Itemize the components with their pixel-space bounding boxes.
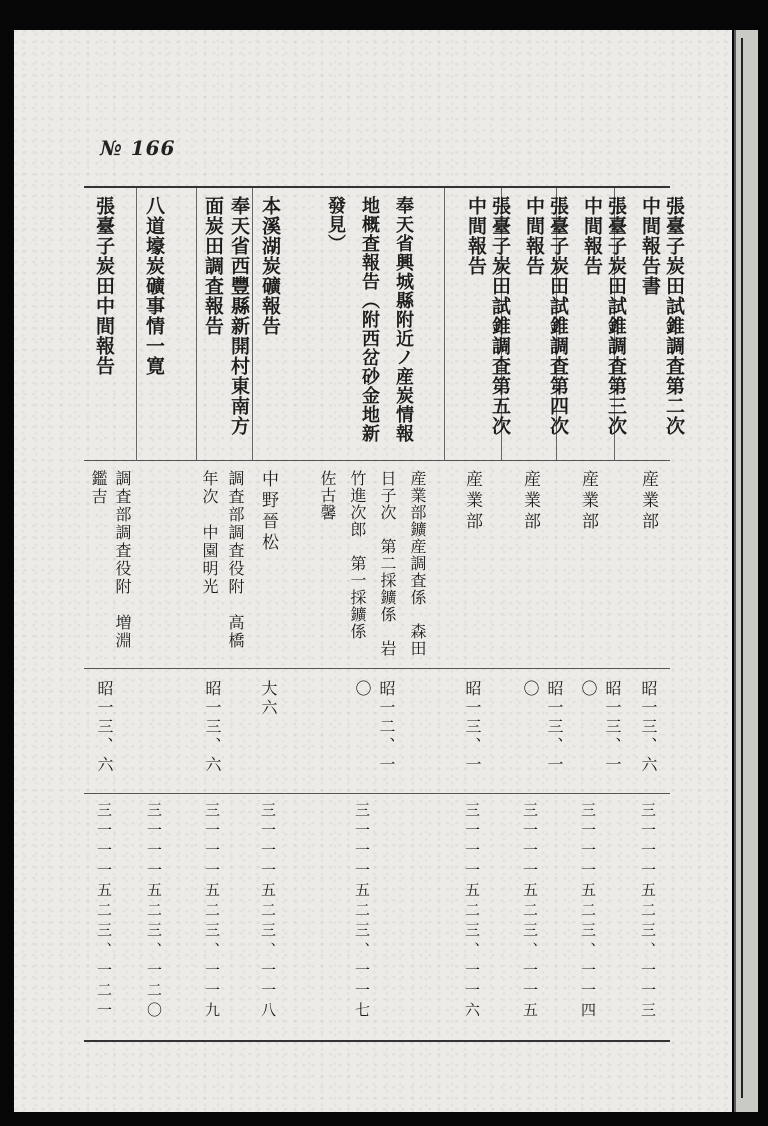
- row-organization: 産業部: [462, 470, 482, 533]
- row-organization: 産業部: [638, 470, 658, 533]
- table-divider-title: [84, 460, 670, 461]
- row-title: 張臺子炭田試錐調査第五次中間報告: [465, 196, 511, 436]
- spine-edge-line: [741, 38, 743, 1098]
- table-divider-org: [84, 668, 670, 669]
- row-date: 大六: [259, 680, 278, 718]
- row-code: 三一一一五二三、一一九: [203, 802, 221, 1022]
- row-date: 昭一三、六: [203, 680, 222, 775]
- row-date: 昭一三、一〇: [579, 680, 622, 775]
- book-spine: [734, 30, 758, 1112]
- table-divider-date: [84, 793, 670, 794]
- row-code: 三一一一五二三、一一六: [463, 802, 481, 1022]
- row-code: 三一一一五二三、一二〇: [145, 802, 163, 1022]
- row-title: 奉天省興城縣附近ノ産炭情報地概査報告（附西岔砂金地新發見）: [325, 196, 414, 443]
- row-title: 八道壕炭礦事情一寛: [143, 196, 165, 376]
- row-title: 張臺子炭田中間報告: [93, 196, 115, 376]
- column-divider: [196, 188, 197, 460]
- row-title: 張臺子炭田試錐調査第四次中間報告: [523, 196, 569, 436]
- row-title: 奉天省西豐縣新開村東南方面炭田調査報告: [202, 196, 250, 436]
- row-organization: 調査部調査役附 増淵鑑吉: [89, 470, 132, 650]
- row-organization: 産業部鑛産調査係 森田日子次 第二採鑛係 岩竹進次郎 第一採鑛係 佐古馨: [318, 470, 427, 657]
- row-code: 三一一一五二三、一一七: [353, 802, 371, 1022]
- row-code: 三一一一五二三、一一三: [639, 802, 657, 1022]
- row-organization: 調査部調査役附 高橋年次 中園明光: [200, 470, 245, 650]
- row-code: 三一一一五二三、一一四: [579, 802, 597, 1022]
- column-divider: [136, 188, 137, 460]
- column-divider: [444, 188, 445, 460]
- row-code: 三一一一五二三、一二一: [95, 802, 113, 1022]
- row-organization: 産業部: [520, 470, 540, 533]
- column-divider: [252, 188, 253, 460]
- row-title: 本溪湖炭礦報告: [259, 196, 281, 336]
- row-organization: 中野晉松: [258, 470, 278, 554]
- row-code: 三一一一五二三、一一八: [259, 802, 277, 1022]
- row-date: 昭一三、一: [463, 680, 482, 775]
- page-number: № 166: [100, 136, 176, 160]
- row-organization: 産業部: [578, 470, 598, 533]
- row-date: 昭一三、六: [95, 680, 114, 775]
- row-title: 張臺子炭田試錐調査第二次中間報告書: [639, 196, 685, 436]
- row-date: 昭一二、一〇: [353, 680, 396, 775]
- row-date: 昭一三、六: [639, 680, 658, 775]
- row-date: 昭一三、一〇: [521, 680, 564, 775]
- row-code: 三一一一五二三、一一五: [521, 802, 539, 1022]
- row-title: 張臺子炭田試錐調査第三次中間報告: [581, 196, 627, 436]
